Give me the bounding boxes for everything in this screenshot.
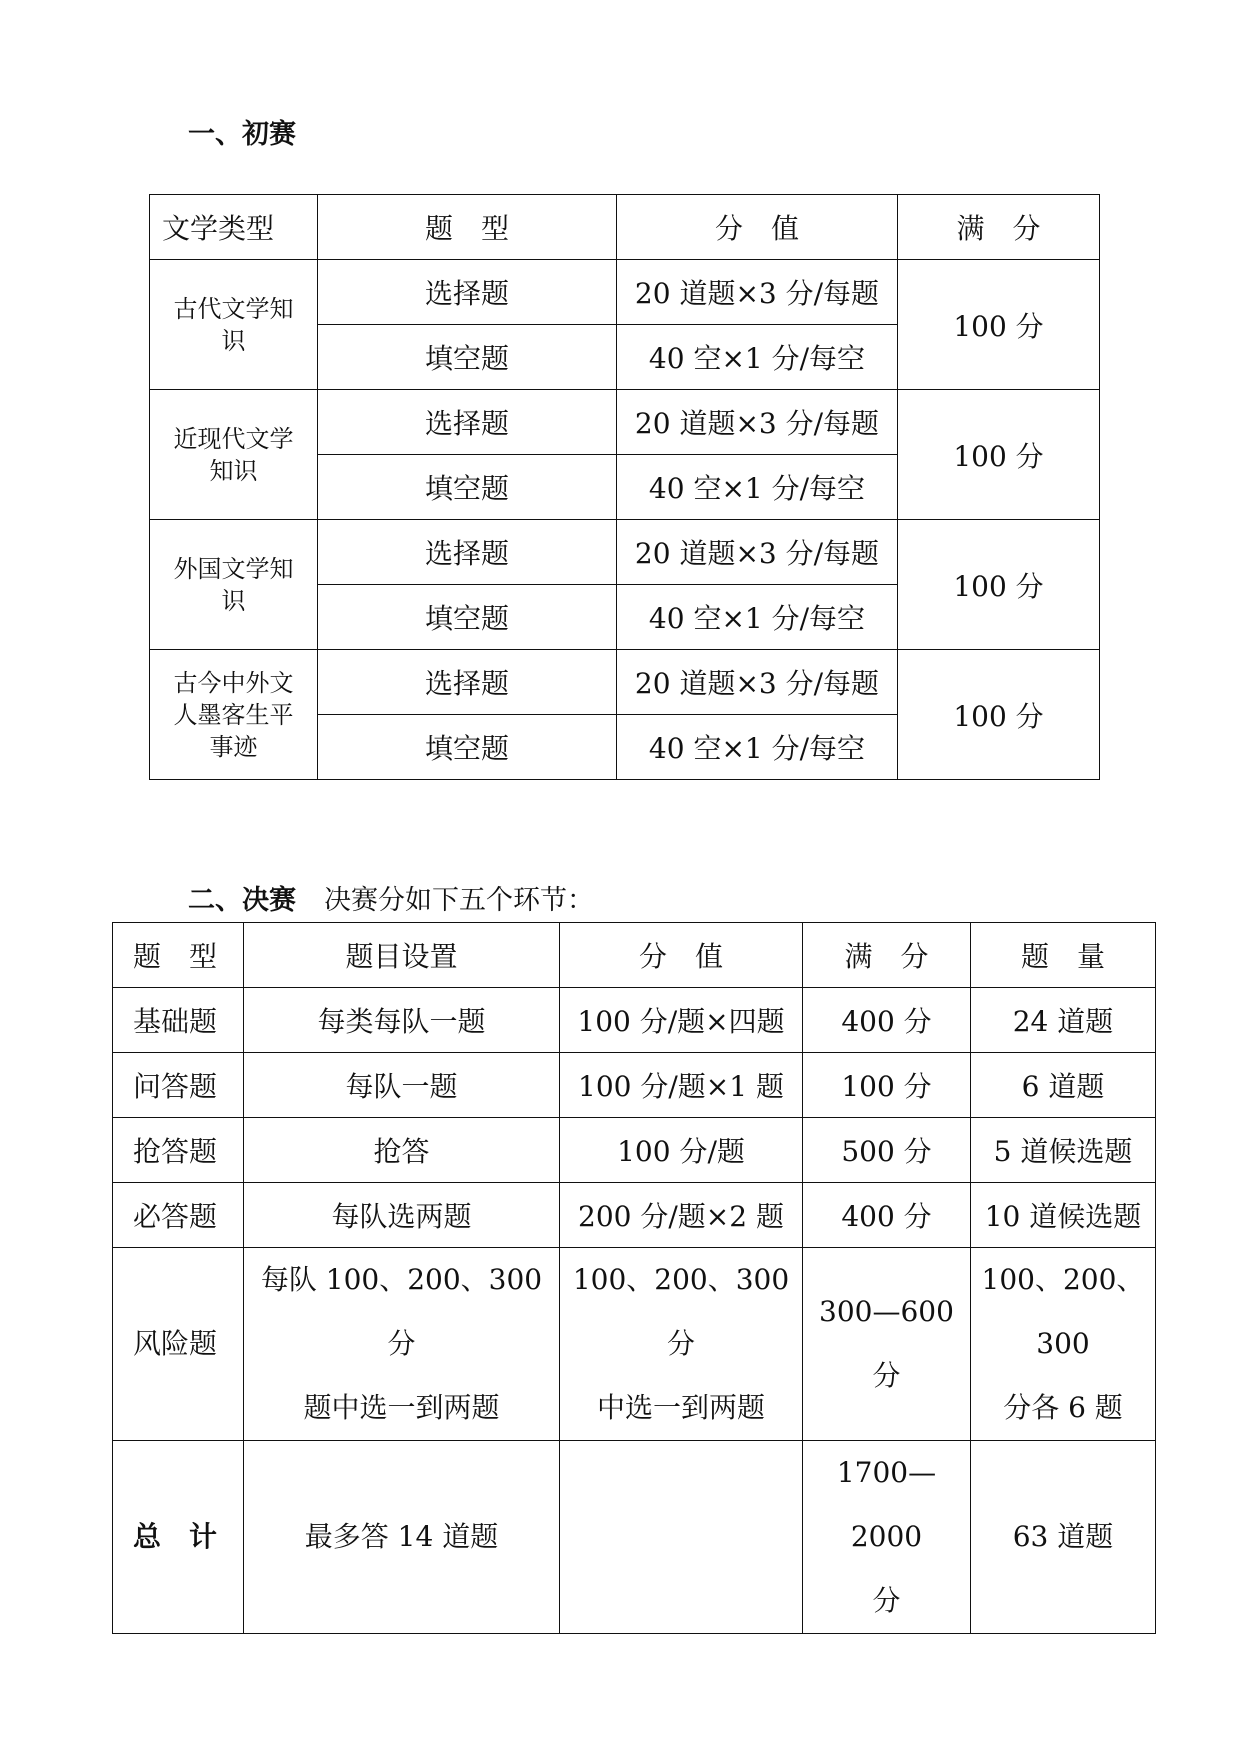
table-header-row <box>150 195 1100 260</box>
type-cell <box>318 325 617 390</box>
full-cell <box>803 1118 971 1183</box>
type-cell <box>318 715 617 780</box>
category-label: 人墨客生平 <box>173 700 294 729</box>
count-label: 6 道题 <box>1021 1070 1105 1103</box>
type-label: 填空题 <box>424 342 509 375</box>
category-cell <box>150 260 318 390</box>
table-header-row <box>113 923 1156 988</box>
value-cell <box>617 715 898 780</box>
value-label: 20 道题×3 分/每题 <box>634 407 880 440</box>
table-row <box>150 260 1100 325</box>
header-label: 题目设置 <box>345 940 458 973</box>
count-label: 24 道题 <box>1012 1005 1114 1038</box>
total-count-cell <box>971 1441 1156 1634</box>
table-row <box>113 1118 1156 1183</box>
total-label: 总 计 <box>133 1520 218 1553</box>
type-cell <box>113 1118 244 1183</box>
value-cell <box>560 1118 803 1183</box>
value-cell <box>560 1053 803 1118</box>
category-label: 古今中外文 <box>173 668 294 697</box>
total-count: 63 道题 <box>1012 1520 1114 1553</box>
category-label: 识 <box>221 326 246 355</box>
count-cell <box>971 1248 1156 1441</box>
header-label: 满 分 <box>956 212 1041 245</box>
header-label: 分 值 <box>638 940 723 973</box>
full-label: 300—600 <box>819 1295 954 1328</box>
header-cell <box>803 923 971 988</box>
type-label: 填空题 <box>424 732 509 765</box>
header-cell <box>244 923 560 988</box>
type-label: 选择题 <box>424 667 509 700</box>
value-cell <box>617 325 898 390</box>
type-label: 问答题 <box>133 1070 218 1103</box>
value-cell <box>617 260 898 325</box>
count-cell <box>971 1118 1156 1183</box>
header-label: 题 型 <box>133 940 218 973</box>
setting-label: 抢答 <box>373 1135 430 1168</box>
full-score-cell <box>898 650 1100 780</box>
total-full-label: 分 <box>872 1584 901 1617</box>
full-score-cell <box>898 260 1100 390</box>
header-cell <box>150 195 318 260</box>
total-row <box>113 1441 1156 1634</box>
type-cell <box>113 1248 244 1441</box>
type-cell <box>318 455 617 520</box>
type-cell <box>318 585 617 650</box>
header-cell <box>971 923 1156 988</box>
type-cell <box>318 650 617 715</box>
full-score-label: 100 分 <box>953 569 1044 603</box>
category-cell <box>150 390 318 520</box>
type-label: 选择题 <box>424 537 509 570</box>
count-label: 分各 6 题 <box>1003 1391 1123 1424</box>
value-label: 100 分/题 <box>617 1135 745 1168</box>
setting-cell <box>244 1248 560 1441</box>
full-label: 分 <box>872 1359 901 1392</box>
full-label: 400 分 <box>841 1200 932 1233</box>
category-label: 事迹 <box>209 732 258 761</box>
setting-cell <box>244 988 560 1053</box>
category-cell <box>150 520 318 650</box>
type-label: 风险题 <box>133 1327 218 1360</box>
table-row <box>113 1053 1156 1118</box>
header-label: 题 量 <box>1020 940 1105 973</box>
type-label: 填空题 <box>424 472 509 505</box>
value-label: 20 道题×3 分/每题 <box>634 667 880 700</box>
table-row <box>113 988 1156 1053</box>
type-label: 选择题 <box>424 407 509 440</box>
value-cell <box>617 455 898 520</box>
value-cell <box>560 1248 803 1441</box>
header-cell <box>113 923 244 988</box>
full-score-label: 100 分 <box>953 309 1044 343</box>
table-row <box>150 520 1100 585</box>
preliminary-table <box>149 194 1100 780</box>
count-label: 100、200、300 <box>981 1263 1145 1360</box>
header-cell <box>318 195 617 260</box>
value-cell <box>617 650 898 715</box>
type-label: 必答题 <box>133 1200 218 1233</box>
header-label: 文学类型 <box>162 212 275 245</box>
category-label: 近现代文学 <box>173 424 294 453</box>
section2-description: 决赛分如下五个环节： <box>324 885 594 916</box>
full-cell <box>803 1053 971 1118</box>
value-label: 中选一到两题 <box>596 1391 765 1424</box>
value-cell <box>617 585 898 650</box>
total-full-label: 1700—2000 <box>836 1456 937 1553</box>
value-label: 20 道题×3 分/每题 <box>634 277 880 310</box>
table-row <box>150 650 1100 715</box>
setting-cell <box>244 1183 560 1248</box>
setting-label: 每类每队一题 <box>317 1005 486 1038</box>
value-label: 100 分/题×四题 <box>577 1005 785 1038</box>
header-cell <box>560 923 803 988</box>
total-setting-cell <box>244 1441 560 1634</box>
section1-heading: 一、初赛 <box>188 119 296 150</box>
total-setting: 最多答 14 道题 <box>304 1520 499 1553</box>
section2-heading <box>188 878 594 917</box>
type-cell <box>318 390 617 455</box>
type-cell <box>113 1053 244 1118</box>
value-label: 40 空×1 分/每空 <box>648 342 866 375</box>
table-row <box>113 1248 1156 1441</box>
setting-label: 题中选一到两题 <box>303 1391 500 1424</box>
table-row <box>113 1183 1156 1248</box>
category-label: 知识 <box>209 456 258 485</box>
type-cell <box>318 520 617 585</box>
setting-cell <box>244 1118 560 1183</box>
header-cell <box>898 195 1100 260</box>
final-table <box>112 922 1156 1634</box>
type-label: 选择题 <box>424 277 509 310</box>
total-full-cell <box>803 1441 971 1634</box>
type-label: 基础题 <box>133 1005 218 1038</box>
value-label: 40 空×1 分/每空 <box>648 602 866 635</box>
value-label: 100、200、300 分 <box>572 1263 790 1360</box>
type-cell <box>318 260 617 325</box>
value-cell <box>617 390 898 455</box>
value-label: 100 分/题×1 题 <box>578 1070 784 1103</box>
count-label: 10 道候选题 <box>984 1200 1142 1233</box>
setting-label: 每队选两题 <box>331 1200 472 1233</box>
full-score-cell <box>898 390 1100 520</box>
count-label: 5 道候选题 <box>993 1135 1133 1168</box>
category-label: 识 <box>221 586 246 615</box>
type-label: 填空题 <box>424 602 509 635</box>
category-label: 外国文学知 <box>173 554 294 583</box>
header-cell <box>617 195 898 260</box>
full-label: 100 分 <box>841 1070 932 1103</box>
value-label: 200 分/题×2 题 <box>578 1200 784 1233</box>
full-score-label: 100 分 <box>953 439 1044 473</box>
value-cell <box>617 520 898 585</box>
count-cell <box>971 1053 1156 1118</box>
value-label: 40 空×1 分/每空 <box>648 472 866 505</box>
count-cell <box>971 988 1156 1053</box>
total-label-cell <box>113 1441 244 1634</box>
table-row <box>150 390 1100 455</box>
type-label: 抢答题 <box>133 1135 218 1168</box>
value-label: 20 道题×3 分/每题 <box>634 537 880 570</box>
type-cell <box>113 1183 244 1248</box>
count-cell <box>971 1183 1156 1248</box>
value-cell <box>560 988 803 1053</box>
category-cell <box>150 650 318 780</box>
full-score-label: 100 分 <box>953 699 1044 733</box>
header-label: 分 值 <box>714 212 799 245</box>
full-score-cell <box>898 520 1100 650</box>
total-value-cell <box>560 1441 803 1634</box>
header-label: 题 型 <box>424 212 509 245</box>
full-cell <box>803 988 971 1053</box>
full-cell <box>803 1183 971 1248</box>
setting-label: 每队一题 <box>345 1070 458 1103</box>
full-label: 500 分 <box>841 1135 932 1168</box>
full-cell <box>803 1248 971 1441</box>
section2-title: 二、决赛 <box>188 885 296 916</box>
category-label: 古代文学知 <box>173 294 294 323</box>
header-label: 满 分 <box>844 940 929 973</box>
value-cell <box>560 1183 803 1248</box>
setting-cell <box>244 1053 560 1118</box>
type-cell <box>113 988 244 1053</box>
value-label: 40 空×1 分/每空 <box>648 732 866 765</box>
setting-label: 每队 100、200、300 分 <box>260 1263 543 1360</box>
full-label: 400 分 <box>841 1005 932 1038</box>
